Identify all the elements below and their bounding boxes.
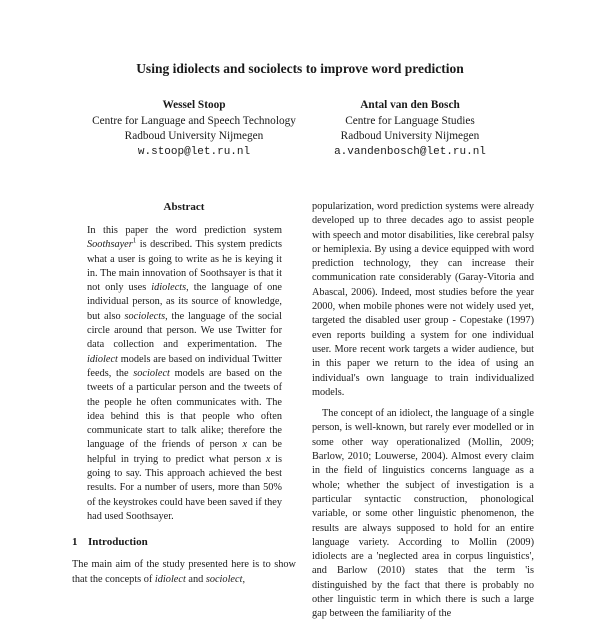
author-email: a.vandenbosch@let.ru.nl [334, 145, 486, 158]
paper-title: Using idiolects and sociolects to improve word prediction [136, 61, 464, 76]
abstract-heading: Abstract [163, 201, 205, 213]
abstract-text: In this paper the word prediction system Soothsayer$^1$ is described. This system predicts what a user is going to write as he is keying it in. The main innovation of Soothsayer is that it not only uses idiolects, the language of one individual person, as its source of knowledge, but also sociolects, the language of the social circle around that person. We use Twitter for data collection and experimentation. The idiolect models are based on individual Twitter feeds, the sociolect models are based on the tweets of a particular person and the tweets of the people he often communicates with. The idea behind this is that people who often communicate start to talk alike; therefore the language of the friends of person x can be helpful in trying to predict what person x is going to say. This approach achieved the best results. For a number of users, more than 50% of the keystrokes could have been saved if they had used Soothsayer. [87, 225, 283, 522]
author-university: Radboud University Nijmegen [340, 130, 480, 142]
author-block-1 [84, 98, 304, 160]
author-affiliation: Centre for Language and Speech Technology [92, 114, 296, 127]
footnote-marker: 1 [132, 236, 137, 245]
author-name: Wessel Stoop [162, 99, 226, 111]
left-column [72, 200, 296, 587]
author-name: Antal van den Bosch [360, 99, 460, 111]
abstract-body [72, 224, 296, 524]
intro-text: The main aim of the study presented here is to show that the concepts of idiolect and sociolect, [72, 559, 296, 585]
author-block-2 [300, 98, 520, 160]
section-heading-introduction: 1 Introduction [72, 536, 148, 549]
body-paragraph-1: popularization, word prediction systems were already developed up to three decades ago to assist people with speech and motor disabilities, like cerebral palsy or hemiplexia. By using a device equipped with word prediction technology, they can increase their communication rate considerably (Garay-Vitoria and Abascal, 2006). Indeed, most studies before the year 2000, when mobile phones were not widely used yet, targeted the disabled user group - Copestake (1997) even reports building a system for one individual user. More recent work targets a wider audience, but in this paper we return to the idea of using an individual's own language to train individualized models. [312, 201, 534, 398]
right-column [312, 200, 534, 622]
body-paragraph-2: The concept of an idiolect, the language of a single person, is well-known, but rarely ever modelled or in some other way operationalized (Mollin, 2009; Barlow, 2010; Louwerse, 2004). Almost every claim in the field of linguistics concerns language as a whole; whether the subject of investigation is a particular syntactic construction, phonological variable, or some other linguistic phenomenon, the results are always supposed to hold for an entire language variety. According to Mollin (2009) idiolects are a 'neglected area in corpus linguistics', and Barlow (2010) states that the term 'is distinguished by the fact that there is probably no other linguistic term in which there is such a large gap between the familiarity of the [312, 408, 534, 620]
author-affiliation: Centre for Language Studies [345, 114, 475, 127]
author-email: w.stoop@let.ru.nl [137, 145, 251, 158]
author-university: Radboud University Nijmegen [124, 130, 264, 142]
